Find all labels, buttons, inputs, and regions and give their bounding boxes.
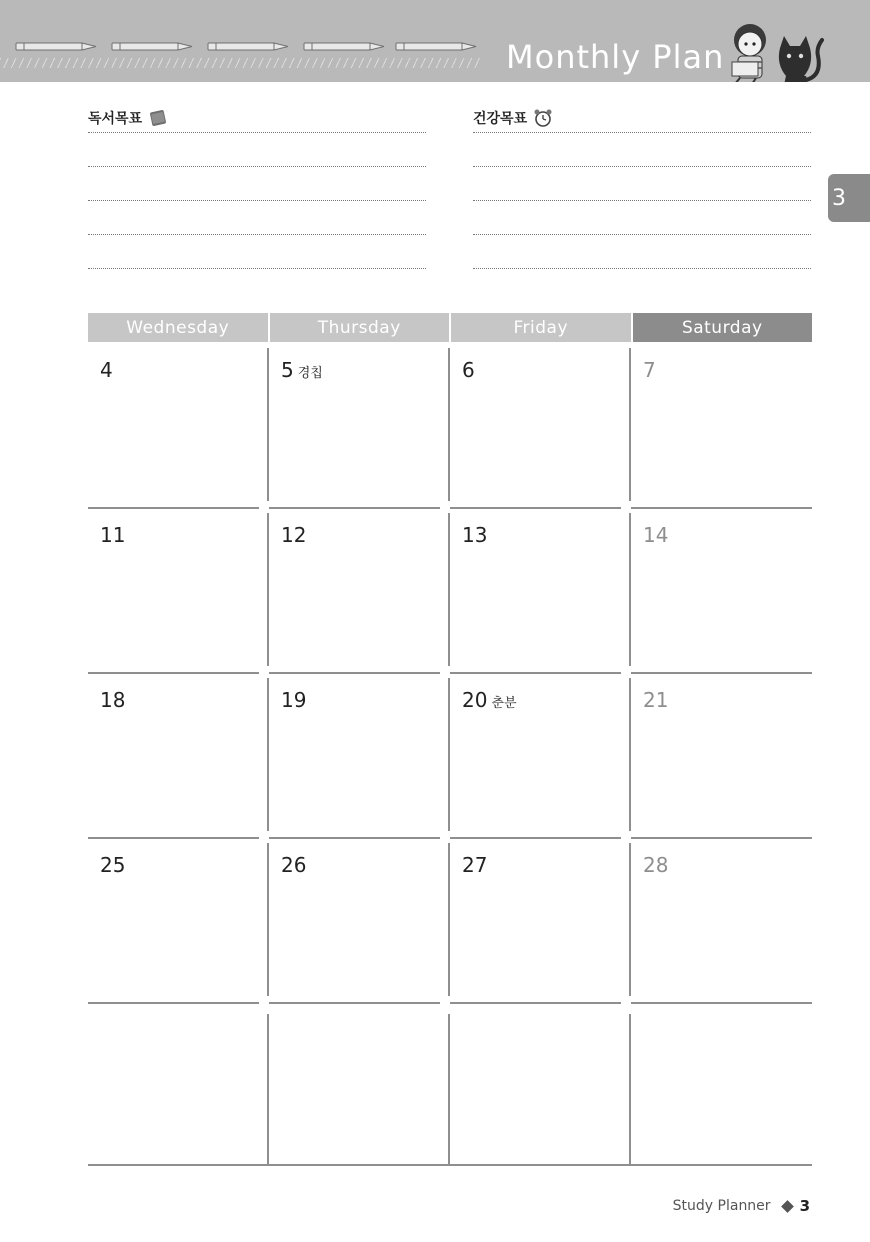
calendar-day-cell[interactable] xyxy=(88,509,269,674)
book-icon xyxy=(148,108,168,128)
page-footer xyxy=(673,1197,810,1215)
calendar-day-cell[interactable] xyxy=(450,839,631,1004)
day-number: 7 xyxy=(643,358,656,382)
day-number: 28 xyxy=(643,853,669,877)
calendar-week-row xyxy=(88,839,812,1004)
calendar-day-cell[interactable] xyxy=(88,839,269,1004)
weekday-header-row xyxy=(88,313,812,342)
reading-goal-title xyxy=(88,106,426,130)
writing-line[interactable] xyxy=(473,133,811,167)
calendar-day-cell[interactable] xyxy=(450,344,631,509)
health-goal-label: 건강목표 xyxy=(473,111,528,127)
calendar-day-cell[interactable] xyxy=(269,839,450,1004)
pencil-icons xyxy=(14,40,484,54)
reading-goal-label: 독서목표 xyxy=(88,111,143,127)
calendar-day-cell[interactable] xyxy=(88,674,269,839)
calendar-day-cell[interactable] xyxy=(269,509,450,674)
day-number: 20 춘분 xyxy=(462,688,517,712)
calendar-day-cell-saturday[interactable] xyxy=(631,509,812,674)
day-number: 5 경칩 xyxy=(281,358,323,382)
page-title: Monthly Plan xyxy=(506,38,725,76)
calendar-day-cell[interactable] xyxy=(88,1004,269,1166)
calendar-grid xyxy=(88,344,812,1172)
writing-line[interactable] xyxy=(473,201,811,235)
day-number: 18 xyxy=(100,688,126,712)
weekday-header-wednesday: Wednesday xyxy=(88,313,268,342)
calendar-week-row xyxy=(88,509,812,674)
month-tab-label: 3 xyxy=(832,185,846,211)
writing-line[interactable] xyxy=(473,167,811,201)
calendar-day-cell[interactable] xyxy=(88,344,269,509)
calendar-day-cell[interactable] xyxy=(269,1004,450,1166)
day-number: 6 xyxy=(462,358,475,382)
holiday-note: 경칩 xyxy=(297,366,323,381)
alarm-clock-icon xyxy=(533,108,553,128)
writing-line[interactable] xyxy=(88,235,426,269)
day-number: 11 xyxy=(100,523,126,547)
calendar-day-cell[interactable] xyxy=(450,674,631,839)
holiday-note: 춘분 xyxy=(491,696,517,711)
day-number: 26 xyxy=(281,853,307,877)
weekday-header-thursday: Thursday xyxy=(270,313,450,342)
calendar-day-cell[interactable] xyxy=(269,674,450,839)
day-number: 12 xyxy=(281,523,307,547)
writing-line[interactable] xyxy=(88,167,426,201)
day-number: 13 xyxy=(462,523,488,547)
girl-and-cat-illustration xyxy=(722,20,832,82)
page-header xyxy=(0,0,870,82)
calendar-week-row xyxy=(88,674,812,839)
day-number: 27 xyxy=(462,853,488,877)
day-number: 4 xyxy=(100,358,113,382)
calendar-day-cell[interactable] xyxy=(450,509,631,674)
weekday-header-friday: Friday xyxy=(451,313,631,342)
health-goal-section xyxy=(473,106,811,269)
day-number: 14 xyxy=(643,523,669,547)
calendar-day-cell[interactable] xyxy=(450,1004,631,1166)
writing-line[interactable] xyxy=(88,201,426,235)
day-number: 25 xyxy=(100,853,126,877)
calendar-day-cell-saturday[interactable] xyxy=(631,839,812,1004)
reading-goal-section xyxy=(88,106,426,269)
day-number: 19 xyxy=(281,688,307,712)
health-goal-lines xyxy=(473,132,811,269)
diamond-icon xyxy=(781,1200,794,1213)
calendar-week-row xyxy=(88,344,812,509)
footer-label: Study Planner xyxy=(672,1198,771,1214)
calendar-day-cell-saturday[interactable] xyxy=(631,1004,812,1166)
weekday-header-saturday: Saturday xyxy=(633,313,813,342)
calendar-day-cell[interactable] xyxy=(269,344,450,509)
day-number: 21 xyxy=(643,688,669,712)
monthly-calendar xyxy=(88,313,812,1172)
calendar-day-cell-saturday[interactable] xyxy=(631,344,812,509)
month-tab xyxy=(828,174,870,222)
writing-line[interactable] xyxy=(88,133,426,167)
page-number: 3 xyxy=(799,1197,810,1215)
health-goal-title xyxy=(473,106,811,130)
reading-goal-lines xyxy=(88,132,426,269)
writing-line[interactable] xyxy=(473,235,811,269)
calendar-day-cell-saturday[interactable] xyxy=(631,674,812,839)
header-hatching xyxy=(0,58,480,68)
calendar-week-row xyxy=(88,1004,812,1169)
